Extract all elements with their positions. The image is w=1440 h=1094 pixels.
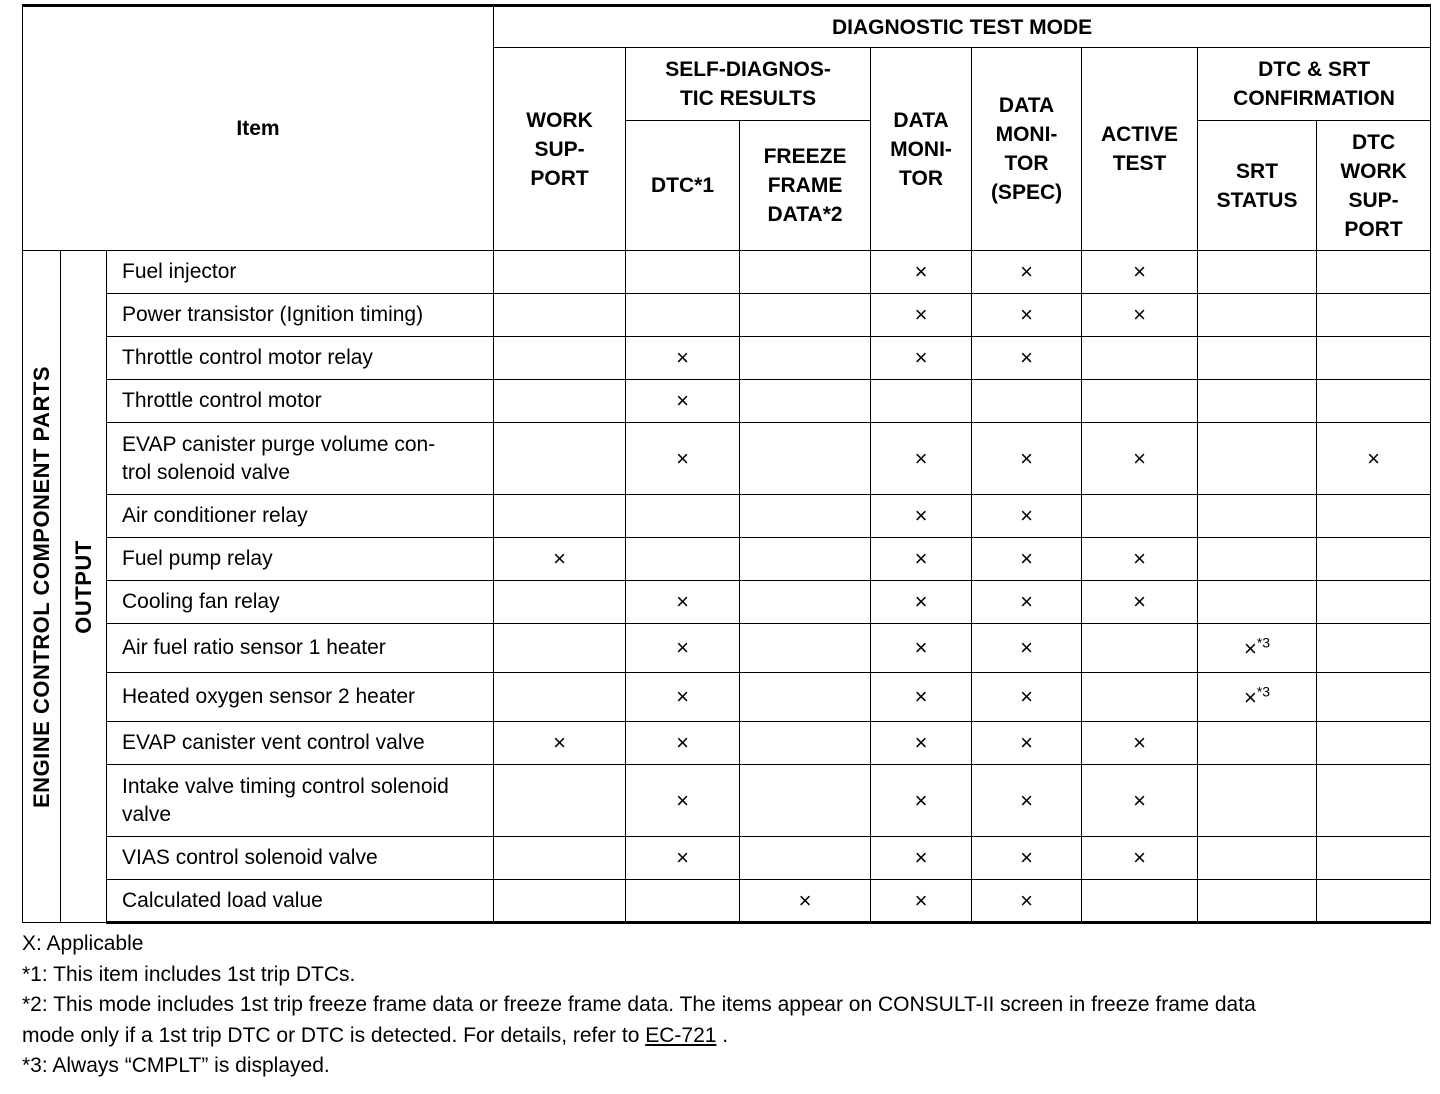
active-test-cell <box>1082 495 1198 538</box>
active-test-cell <box>1082 765 1198 837</box>
work-support-cell <box>494 624 626 673</box>
engine-group-label: ENGINE CONTROL COMPONENT PARTS <box>28 365 54 808</box>
work-support-cell <box>494 380 626 423</box>
applicable-mark: × <box>676 787 689 813</box>
freeze-frame-cell <box>740 337 871 380</box>
dtc-cell <box>626 337 740 380</box>
active-test-cell <box>1082 294 1198 337</box>
srt-status-cell <box>1198 337 1317 380</box>
table-row <box>23 880 1431 923</box>
data-monitor-cell <box>871 538 972 581</box>
applicable-mark: × <box>1133 589 1146 614</box>
item-label: Throttle control motor <box>107 380 494 423</box>
data-monitor-cell <box>871 581 972 624</box>
srt-status-cell <box>1198 538 1317 581</box>
dtc-work-support-cell <box>1317 722 1431 765</box>
applicable-mark: × <box>1020 445 1033 471</box>
dtc-cell <box>626 538 740 581</box>
dtc-cell <box>626 495 740 538</box>
active-test-cell <box>1082 581 1198 624</box>
dtc-cell <box>626 380 740 423</box>
applicable-mark: × <box>1133 546 1146 571</box>
applicable-mark: × <box>1020 684 1033 709</box>
data-monitor-cell <box>871 624 972 673</box>
active-test-cell <box>1082 722 1198 765</box>
applicable-mark: × <box>676 635 689 660</box>
dtc-work-support-cell <box>1317 538 1431 581</box>
data-monitor-cell <box>871 880 972 923</box>
srt-status-cell <box>1198 765 1317 837</box>
active-test-cell <box>1082 538 1198 581</box>
work-support-cell <box>494 294 626 337</box>
work-support-cell <box>494 880 626 923</box>
footnotes <box>22 929 1432 1082</box>
applicable-mark: × <box>1133 445 1146 471</box>
applicable-mark: × <box>1020 787 1033 813</box>
applicable-mark: × <box>1020 345 1033 370</box>
freeze-frame-cell <box>740 624 871 673</box>
work-support-cell <box>494 495 626 538</box>
applicable-mark: × <box>676 589 689 614</box>
data-monitor-spec-cell <box>972 765 1082 837</box>
active-test-cell <box>1082 624 1198 673</box>
dtc-header: DTC*1 <box>626 121 740 251</box>
applicable-mark: × <box>1133 302 1146 327</box>
item-label: Air fuel ratio sensor 1 heater <box>107 624 494 673</box>
dtc-work-support-cell <box>1317 673 1431 722</box>
applicable-mark: × <box>1133 787 1146 813</box>
table-row <box>23 673 1431 722</box>
data-monitor-cell <box>871 495 972 538</box>
data-monitor-spec-cell <box>972 880 1082 923</box>
applicable-mark: × <box>676 684 689 709</box>
applicable-mark: × <box>798 887 812 913</box>
dtc-cell <box>626 581 740 624</box>
dtc-work-support-cell <box>1317 581 1431 624</box>
applicable-mark: × <box>914 302 928 327</box>
dtc-cell <box>626 837 740 880</box>
data-monitor-spec-cell <box>972 251 1082 294</box>
applicable-mark-with-note: ×$^{*3}$ <box>1243 683 1271 710</box>
table-row <box>23 765 1431 837</box>
table-row <box>23 495 1431 538</box>
active-test-cell <box>1082 673 1198 722</box>
applicable-mark: × <box>914 635 928 660</box>
dtc-cell <box>626 294 740 337</box>
applicable-mark: × <box>1133 259 1146 284</box>
output-group-cell <box>61 251 107 923</box>
output-group-label: OUTPUT <box>70 539 96 634</box>
applicable-mark: × <box>1020 845 1033 870</box>
table-row <box>23 722 1431 765</box>
applicable-mark: × <box>914 503 928 528</box>
srt-status-cell <box>1198 624 1317 673</box>
data-monitor-spec-cell <box>972 837 1082 880</box>
freeze-frame-cell <box>740 251 871 294</box>
diagnostic-test-mode-header: DIAGNOSTIC TEST MODE <box>494 6 1431 48</box>
data-monitor-spec-cell <box>972 538 1082 581</box>
data-monitor-spec-cell <box>972 380 1082 423</box>
data-monitor-cell <box>871 722 972 765</box>
applicable-mark: × <box>676 845 689 870</box>
dtc-work-support-cell <box>1317 837 1431 880</box>
table-row <box>23 624 1431 673</box>
freeze-frame-cell <box>740 581 871 624</box>
applicable-mark: × <box>1020 546 1033 571</box>
work-support-cell <box>494 251 626 294</box>
applicable-mark: × <box>1020 887 1033 913</box>
srt-status-cell <box>1198 251 1317 294</box>
work-support-cell <box>494 673 626 722</box>
self-diag-results-header: SELF-DIAGNOS- TIC RESULTS <box>626 48 871 121</box>
data-monitor-spec-cell <box>972 624 1082 673</box>
applicable-mark: × <box>676 445 689 471</box>
srt-status-cell <box>1198 880 1317 923</box>
table-row <box>23 581 1431 624</box>
item-label: EVAP canister vent control valve <box>107 722 494 765</box>
diagnostic-table <box>22 4 1431 924</box>
data-monitor-spec-cell <box>972 673 1082 722</box>
dtc-cell <box>626 765 740 837</box>
work-support-cell <box>494 722 626 765</box>
work-support-header: WORK SUP- PORT <box>494 48 626 251</box>
active-test-cell <box>1082 837 1198 880</box>
applicable-mark-with-note: ×$^{*3}$ <box>1243 634 1271 661</box>
freeze-frame-header: FREEZE FRAME DATA*2 <box>740 121 871 251</box>
table-row <box>23 294 1431 337</box>
applicable-mark: × <box>1020 259 1033 284</box>
srt-status-header: SRT STATUS <box>1198 121 1317 251</box>
srt-status-cell <box>1198 673 1317 722</box>
dtc-work-support-cell <box>1317 765 1431 837</box>
data-monitor-cell <box>871 837 972 880</box>
applicable-mark: × <box>676 345 689 370</box>
freeze-frame-cell <box>740 294 871 337</box>
table-row <box>23 251 1431 294</box>
dtc-work-support-cell <box>1317 337 1431 380</box>
applicable-mark: × <box>1020 302 1033 327</box>
work-support-cell <box>494 538 626 581</box>
data-monitor-cell <box>871 380 972 423</box>
freeze-frame-cell <box>740 673 871 722</box>
applicable-mark: × <box>914 787 928 813</box>
active-test-header: ACTIVE TEST <box>1082 48 1198 251</box>
item-label: Cooling fan relay <box>107 581 494 624</box>
srt-status-cell <box>1198 495 1317 538</box>
dtc-work-support-cell <box>1317 495 1431 538</box>
note-2-line-2: mode only if a 1st trip DTC or DTC is detected. For details, refer to EC-721 . <box>22 1023 729 1047</box>
freeze-frame-cell <box>740 495 871 538</box>
data-monitor-cell <box>871 294 972 337</box>
data-monitor-cell <box>871 423 972 495</box>
applicable-mark: × <box>676 730 689 755</box>
srt-status-cell <box>1198 837 1317 880</box>
srt-status-cell <box>1198 294 1317 337</box>
dtc-work-support-cell <box>1317 294 1431 337</box>
item-label: Air conditioner relay <box>107 495 494 538</box>
data-monitor-cell <box>871 673 972 722</box>
dtc-work-support-header: DTC WORK SUP- PORT <box>1317 121 1431 251</box>
freeze-frame-cell <box>740 722 871 765</box>
applicable-mark: × <box>914 345 928 370</box>
data-monitor-spec-cell <box>972 495 1082 538</box>
freeze-frame-cell <box>740 765 871 837</box>
dtc-work-support-cell <box>1317 624 1431 673</box>
table-row <box>23 380 1431 423</box>
work-support-cell <box>494 423 626 495</box>
data-monitor-spec-cell <box>972 337 1082 380</box>
dtc-cell <box>626 624 740 673</box>
note-applicable: X: Applicable <box>22 932 144 955</box>
note-2-line-1: *2: This mode includes 1st trip freeze frame data or freeze frame data. The items appear on CONSULT-II screen in freeze frame data <box>22 993 1256 1016</box>
work-support-cell <box>494 837 626 880</box>
item-label: Power transistor (Ignition timing) <box>107 294 494 337</box>
applicable-mark: × <box>1020 589 1033 614</box>
srt-status-cell <box>1198 722 1317 765</box>
engine-group-cell <box>23 251 61 923</box>
item-label: Fuel pump relay <box>107 538 494 581</box>
item-label: Intake valve timing control solenoid valve <box>107 765 494 837</box>
item-header: Item <box>23 6 494 251</box>
item-label: EVAP canister purge volume con- trol solenoid valve <box>107 423 494 495</box>
active-test-cell <box>1082 251 1198 294</box>
note-1: *1: This item includes 1st trip DTCs. <box>22 962 356 986</box>
dtc-work-support-cell <box>1317 880 1431 923</box>
data-monitor-spec-cell <box>972 722 1082 765</box>
freeze-frame-cell <box>740 837 871 880</box>
item-label: Calculated load value <box>107 880 494 923</box>
applicable-mark: × <box>1020 503 1033 528</box>
srt-status-cell <box>1198 581 1317 624</box>
freeze-frame-cell <box>740 380 871 423</box>
item-label: Heated oxygen sensor 2 heater <box>107 673 494 722</box>
dtc-cell <box>626 251 740 294</box>
table-row <box>23 423 1431 495</box>
item-label: Fuel injector <box>107 251 494 294</box>
applicable-mark: × <box>914 684 928 709</box>
dtc-work-support-cell <box>1317 380 1431 423</box>
data-monitor-header: DATA MONI- TOR <box>871 48 972 251</box>
applicable-mark: × <box>553 730 566 755</box>
applicable-mark: × <box>914 546 928 571</box>
applicable-mark: × <box>1020 635 1033 660</box>
table-row <box>23 538 1431 581</box>
data-monitor-cell <box>871 765 972 837</box>
data-monitor-cell <box>871 251 972 294</box>
srt-status-cell <box>1198 380 1317 423</box>
note-3: *3: Always “CMPLT” is displayed. <box>22 1054 330 1077</box>
ec-721-link[interactable]: EC-721 <box>645 1023 717 1047</box>
dtc-cell <box>626 423 740 495</box>
applicable-mark: × <box>1020 730 1033 755</box>
applicable-mark: × <box>914 730 928 755</box>
item-label: Throttle control motor relay <box>107 337 494 380</box>
table-row <box>23 337 1431 380</box>
applicable-mark: × <box>553 546 566 571</box>
dtc-cell <box>626 673 740 722</box>
data-monitor-spec-header: DATA MONI- TOR (SPEC) <box>972 48 1082 251</box>
table-row <box>23 837 1431 880</box>
data-monitor-spec-cell <box>972 423 1082 495</box>
applicable-mark: × <box>1133 845 1146 870</box>
freeze-frame-cell <box>740 538 871 581</box>
applicable-mark: × <box>914 445 928 471</box>
applicable-mark: × <box>914 845 928 870</box>
applicable-mark: × <box>914 589 928 614</box>
freeze-frame-cell <box>740 423 871 495</box>
work-support-cell <box>494 765 626 837</box>
applicable-mark: × <box>1133 730 1146 755</box>
freeze-frame-cell <box>740 880 871 923</box>
applicable-mark: × <box>914 887 928 913</box>
applicable-mark: × <box>914 259 928 284</box>
applicable-mark: × <box>1367 445 1380 471</box>
dtc-srt-confirmation-header: DTC & SRT CONFIRMATION <box>1198 48 1431 121</box>
data-monitor-cell <box>871 337 972 380</box>
work-support-cell <box>494 581 626 624</box>
dtc-work-support-cell <box>1317 423 1431 495</box>
dtc-cell <box>626 880 740 923</box>
work-support-cell <box>494 337 626 380</box>
data-monitor-spec-cell <box>972 294 1082 337</box>
applicable-mark: × <box>676 388 689 413</box>
active-test-cell <box>1082 880 1198 923</box>
dtc-work-support-cell <box>1317 251 1431 294</box>
data-monitor-spec-cell <box>972 581 1082 624</box>
srt-status-cell <box>1198 423 1317 495</box>
active-test-cell <box>1082 423 1198 495</box>
active-test-cell <box>1082 337 1198 380</box>
dtc-cell <box>626 722 740 765</box>
item-label: VIAS control solenoid valve <box>107 837 494 880</box>
active-test-cell <box>1082 380 1198 423</box>
